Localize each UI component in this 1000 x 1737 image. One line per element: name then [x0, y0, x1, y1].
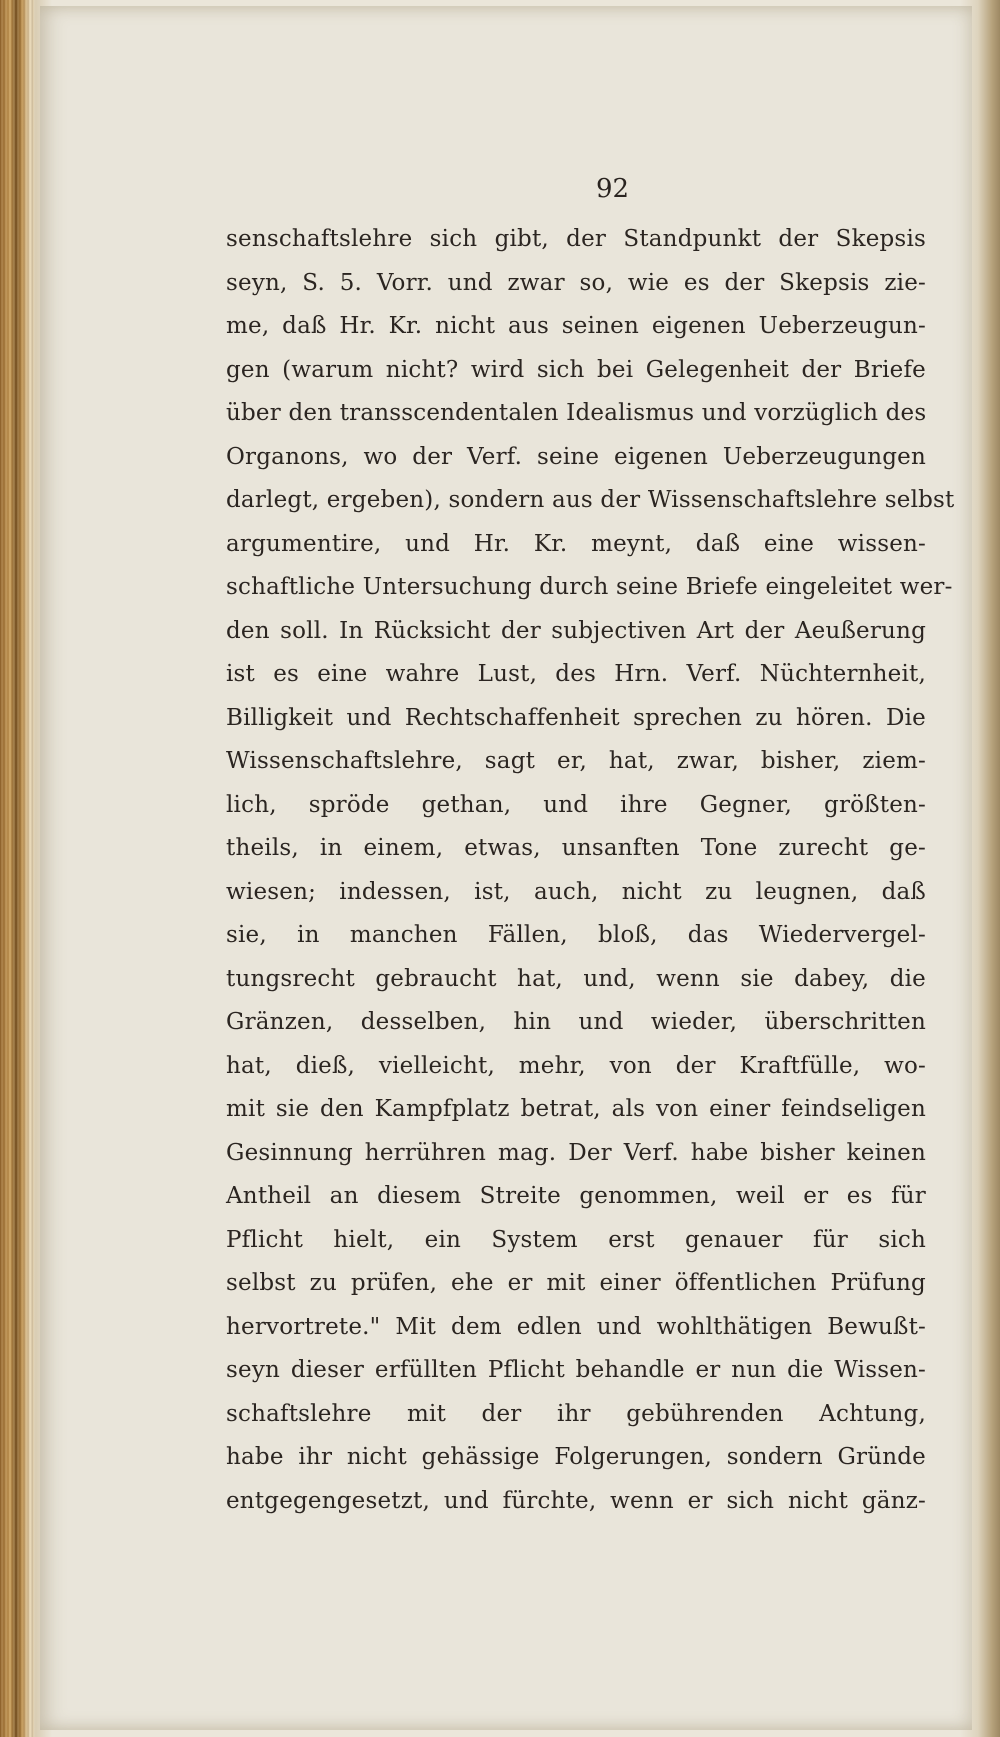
text-line: Gesinnung herrühren mag. Der Verf. habe bisher keinen [226, 1139, 926, 1166]
text-line: ist es eine wahre Lust, des Hrn. Verf. Nüchternheit, [226, 661, 926, 687]
text-line: darlegt, ergeben), sondern aus der Wissenschaftslehre selbst [226, 487, 955, 513]
text-line: mit sie den Kampfplatz betrat, als von einer feindseligen [226, 1096, 926, 1122]
text-line: entgegengesetzt, und fürchte, wenn er sich nicht gänz- [226, 1487, 926, 1514]
text-line: den soll. In Rücksicht der subjectiven Art der Aeußerung [226, 617, 926, 644]
text-line: theils, in einem, etwas, unsanften Tone zurecht ge- [226, 835, 926, 861]
text-line: tungsrecht gebraucht hat, und, wenn sie dabey, die [226, 965, 926, 992]
text-line: Wissenschaftslehre, sagt er, hat, zwar, bisher, ziem- [226, 748, 926, 774]
text-line: wiesen; indessen, ist, auch, nicht zu leugnen, daß [226, 878, 926, 905]
text-line: über den transscendentalen Idealismus und vorzüglich des [226, 400, 927, 426]
text-line: gen (warum nicht? wird sich bei Gelegenheit der Briefe [226, 356, 926, 383]
text-line: argumentire, und Hr. Kr. meynt, daß eine wissen- [226, 530, 926, 557]
text-line: selbst zu prüfen, ehe er mit einer öffentlichen Prüfung [226, 1270, 926, 1296]
page-number: 92 [596, 174, 630, 204]
text-line: senschaftslehre sich gibt, der Standpunkt der Skepsis [226, 226, 926, 252]
text-line: seyn, S. 5. Vorr. und zwar so, wie es der Skepsis zie- [226, 269, 926, 296]
text-line: schaftliche Untersuchung durch seine Briefe eingeleitet wer- [226, 574, 953, 600]
text-line: Gränzen, desselben, hin und wieder, überschritten [226, 1009, 926, 1035]
body-text [226, 218, 955, 1523]
text-line: habe ihr nicht gehässige Folgerungen, sondern Gründe [226, 1444, 926, 1470]
text-line: hervortrete." Mit dem edlen und wohlthätigen Bewußt- [226, 1313, 926, 1340]
text-line: seyn dieser erfüllten Pflicht behandle er nun die Wissen- [226, 1357, 926, 1383]
text-line: hat, dieß, vielleicht, mehr, von der Kraftfülle, wo- [226, 1052, 926, 1079]
text-line: lich, spröde gethan, und ihre Gegner, größten- [226, 791, 926, 818]
text-line: sie, in manchen Fällen, bloß, das Wiedervergel- [226, 922, 926, 948]
text-line: Billigkeit und Rechtschaffenheit sprechen zu hören. Die [226, 704, 926, 731]
text-line: schaftslehre mit der ihr gebührenden Achtung, [226, 1400, 926, 1427]
text-line: Antheil an diesem Streite genommen, weil er es für [226, 1183, 926, 1209]
text-line: Pflicht hielt, ein System erst genauer für sich [226, 1226, 926, 1253]
book-gilt-edge [0, 0, 34, 1737]
text-line: Organons, wo der Verf. seine eigenen Ueberzeugungen [226, 443, 926, 470]
text-line: me, daß Hr. Kr. nicht aus seinen eigenen Ueberzeugun- [226, 313, 926, 339]
